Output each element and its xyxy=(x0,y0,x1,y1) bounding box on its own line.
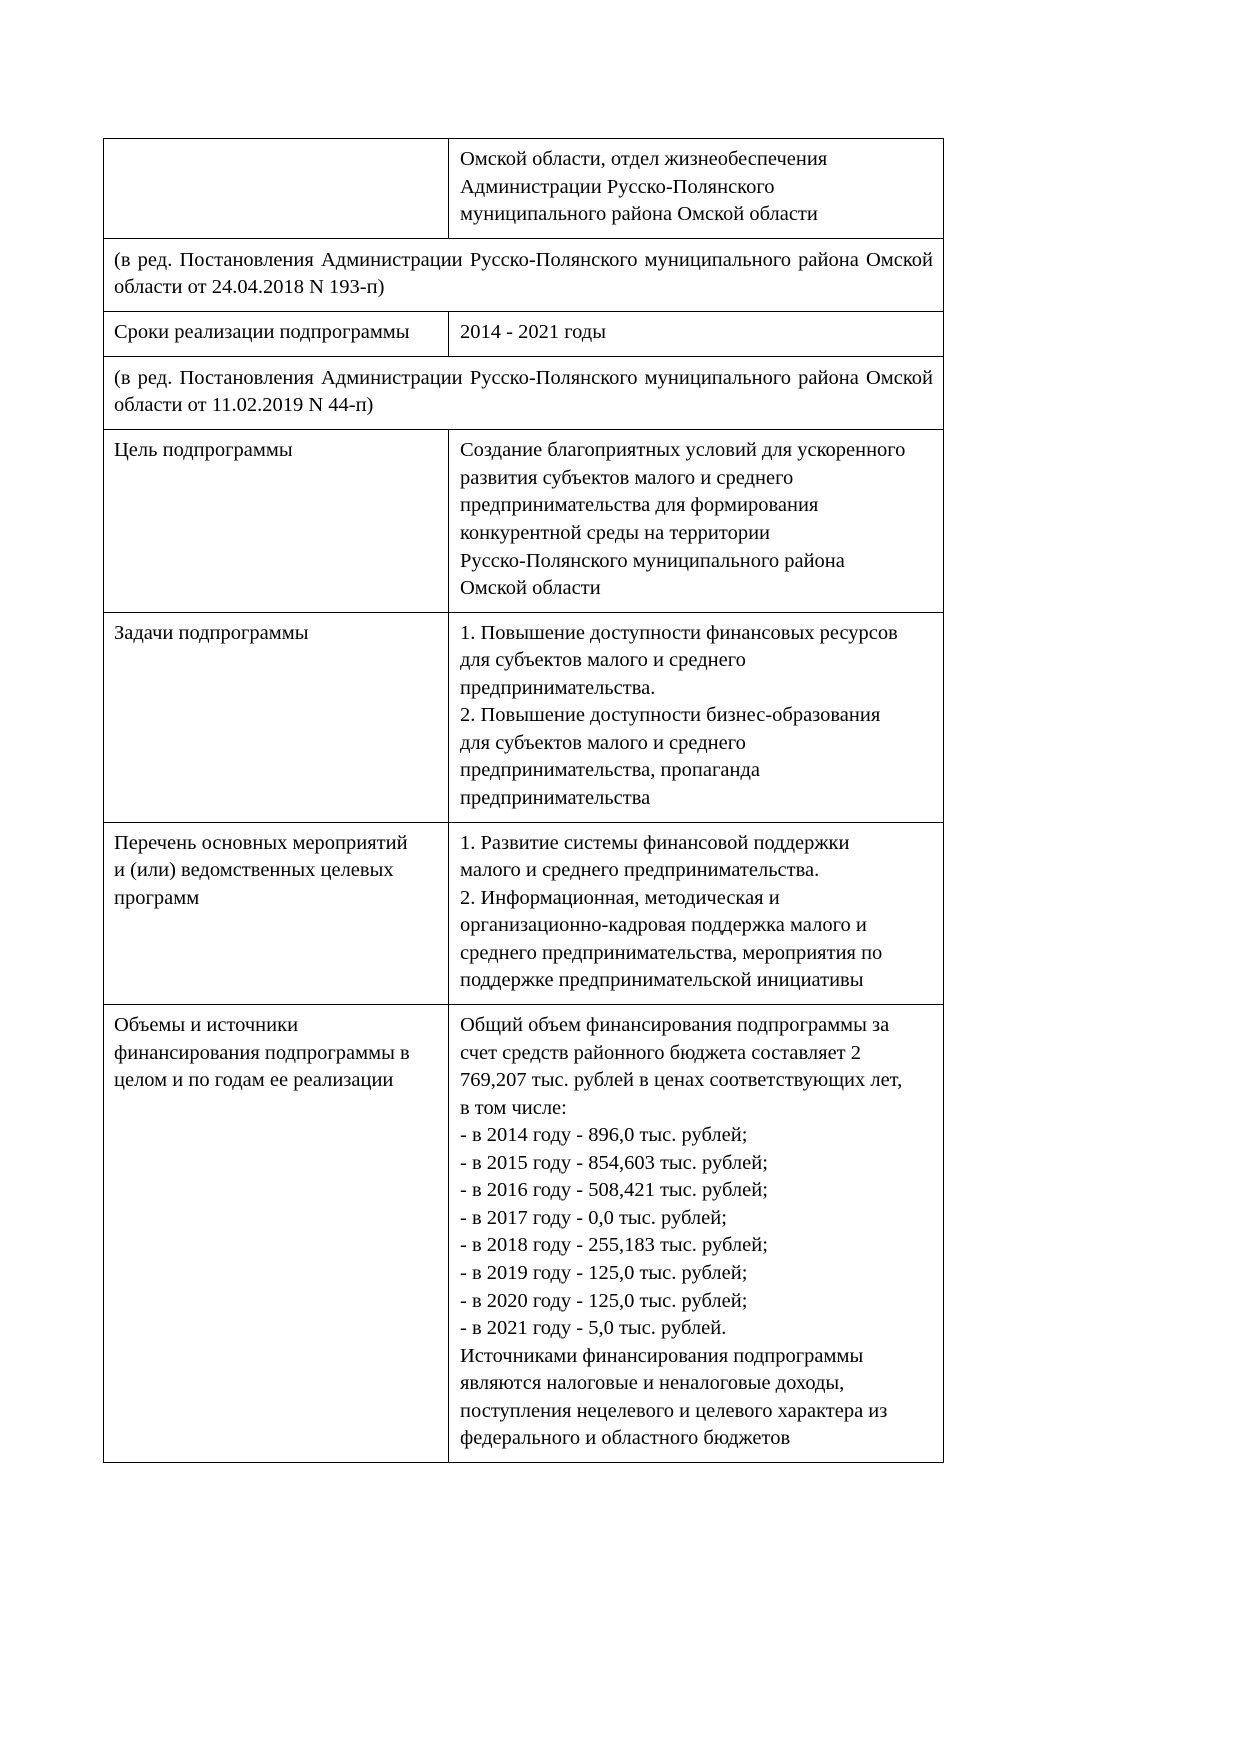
text-line: Источниками финансирования подпрограммы xyxy=(460,1344,864,1367)
text-line: для субъектов малого и среднего xyxy=(460,731,746,754)
text-line: малого и среднего предпринимательства. xyxy=(460,859,820,882)
text-line: - в 2019 году - 125,0 тыс. рублей; xyxy=(460,1262,748,1284)
row-value-measures xyxy=(449,822,944,1004)
row-value-terms: 2014 - 2021 годы xyxy=(449,312,944,357)
row-label-financing xyxy=(104,1004,449,1462)
text-line: счет средств районного бюджета составляет 2 xyxy=(460,1041,862,1064)
row-label-executors-continued xyxy=(104,139,449,239)
row-value-executors-continued xyxy=(449,139,944,239)
text-line: конкурентной среды на территории xyxy=(460,521,771,544)
program-passport-table xyxy=(103,138,944,1463)
row-label-terms: Сроки реализации подпрограммы xyxy=(104,312,449,357)
table-row xyxy=(104,612,944,822)
text-line: - в 2016 году - 508,421 тыс. рублей; xyxy=(460,1179,768,1202)
row-label-tasks: Задачи подпрограммы xyxy=(104,612,449,822)
text-line: - в 2015 году - 854,603 тыс. рублей; xyxy=(460,1151,768,1174)
table-row xyxy=(104,312,944,357)
text-line: финансирования подпрограммы в xyxy=(114,1041,410,1064)
row-value-financing xyxy=(449,1004,944,1462)
text-line: 1. Развитие системы финансовой поддержки xyxy=(460,831,850,854)
text-line: федерального и областного бюджетов xyxy=(460,1427,791,1450)
text-line: - в 2017 году - 0,0 тыс. рублей; xyxy=(460,1206,727,1229)
text-line: поддержке предпринимательской инициативы xyxy=(460,969,864,992)
text-line: Администрации Русско-Полянского xyxy=(460,175,775,198)
text-line: предпринимательства. xyxy=(460,676,656,699)
text-line: для субъектов малого и среднего xyxy=(460,649,746,672)
text-line: организационно-кадровая поддержка малого и xyxy=(460,914,867,937)
table-row xyxy=(104,238,944,312)
row-label-measures xyxy=(104,822,449,1004)
text-line: Омской области, отдел жизнеобеспечения xyxy=(460,148,828,170)
text-line: - в 2018 году - 255,183 тыс. рублей; xyxy=(460,1234,768,1257)
row-value-tasks xyxy=(449,612,944,822)
text-line: в том числе: xyxy=(460,1096,567,1119)
text-line: Объемы и источники xyxy=(114,1013,299,1036)
row-value-goal xyxy=(449,430,944,612)
table-row xyxy=(104,139,944,239)
table-row xyxy=(104,430,944,612)
text-line: Перечень основных мероприятий xyxy=(114,831,408,854)
text-line: целом и по годам ее реализации xyxy=(114,1069,394,1092)
text-line: предпринимательства xyxy=(460,787,651,809)
table-body xyxy=(104,139,944,1463)
text-line: предпринимательства для формирования xyxy=(460,494,819,517)
text-line: Создание благоприятных условий для ускоренного xyxy=(460,439,906,462)
text-line: 2. Повышение доступности бизнес-образования xyxy=(460,704,881,727)
text-line: 1. Повышение доступности финансовых ресурсов xyxy=(460,621,898,644)
text-line: и (или) ведомственных целевых xyxy=(114,859,394,882)
text-line: - в 2014 году - 896,0 тыс. рублей; xyxy=(460,1124,748,1147)
text-line: Русско-Полянского муниципального района xyxy=(460,549,845,572)
text-line: муниципального района Омской области xyxy=(460,203,818,226)
text-line: среднего предпринимательства, мероприятия по xyxy=(460,941,883,964)
amendment-note-193p: (в ред. Постановления Администрации Русско-Полянского муниципального района Омской области от 24.04.2018 N 193-п) xyxy=(104,238,944,312)
row-label-goal: Цель подпрограммы xyxy=(104,430,449,612)
text-line: развития субъектов малого и среднего xyxy=(460,466,794,489)
text-line: 769,207 тыс. рублей в ценах соответствующих лет, xyxy=(460,1069,903,1092)
table-row xyxy=(104,356,944,430)
text-line: программ xyxy=(114,886,200,909)
text-line: являются налоговые и неналоговые доходы, xyxy=(460,1372,845,1395)
table-row xyxy=(104,822,944,1004)
text-line: - в 2021 году - 5,0 тыс. рублей. xyxy=(460,1317,727,1340)
text-line: Омской области xyxy=(460,577,601,600)
amendment-note-44p: (в ред. Постановления Администрации Русско-Полянского муниципального района Омской области от 11.02.2019 N 44-п) xyxy=(104,356,944,430)
table-row xyxy=(104,1004,944,1462)
text-line: Общий объем финансирования подпрограммы за xyxy=(460,1013,890,1036)
text-line: - в 2020 году - 125,0 тыс. рублей; xyxy=(460,1289,748,1312)
text-line: предпринимательства, пропаганда xyxy=(460,759,761,782)
text-line: 2. Информационная, методическая и xyxy=(460,886,780,909)
text-line: поступления нецелевого и целевого характера из xyxy=(460,1399,888,1422)
